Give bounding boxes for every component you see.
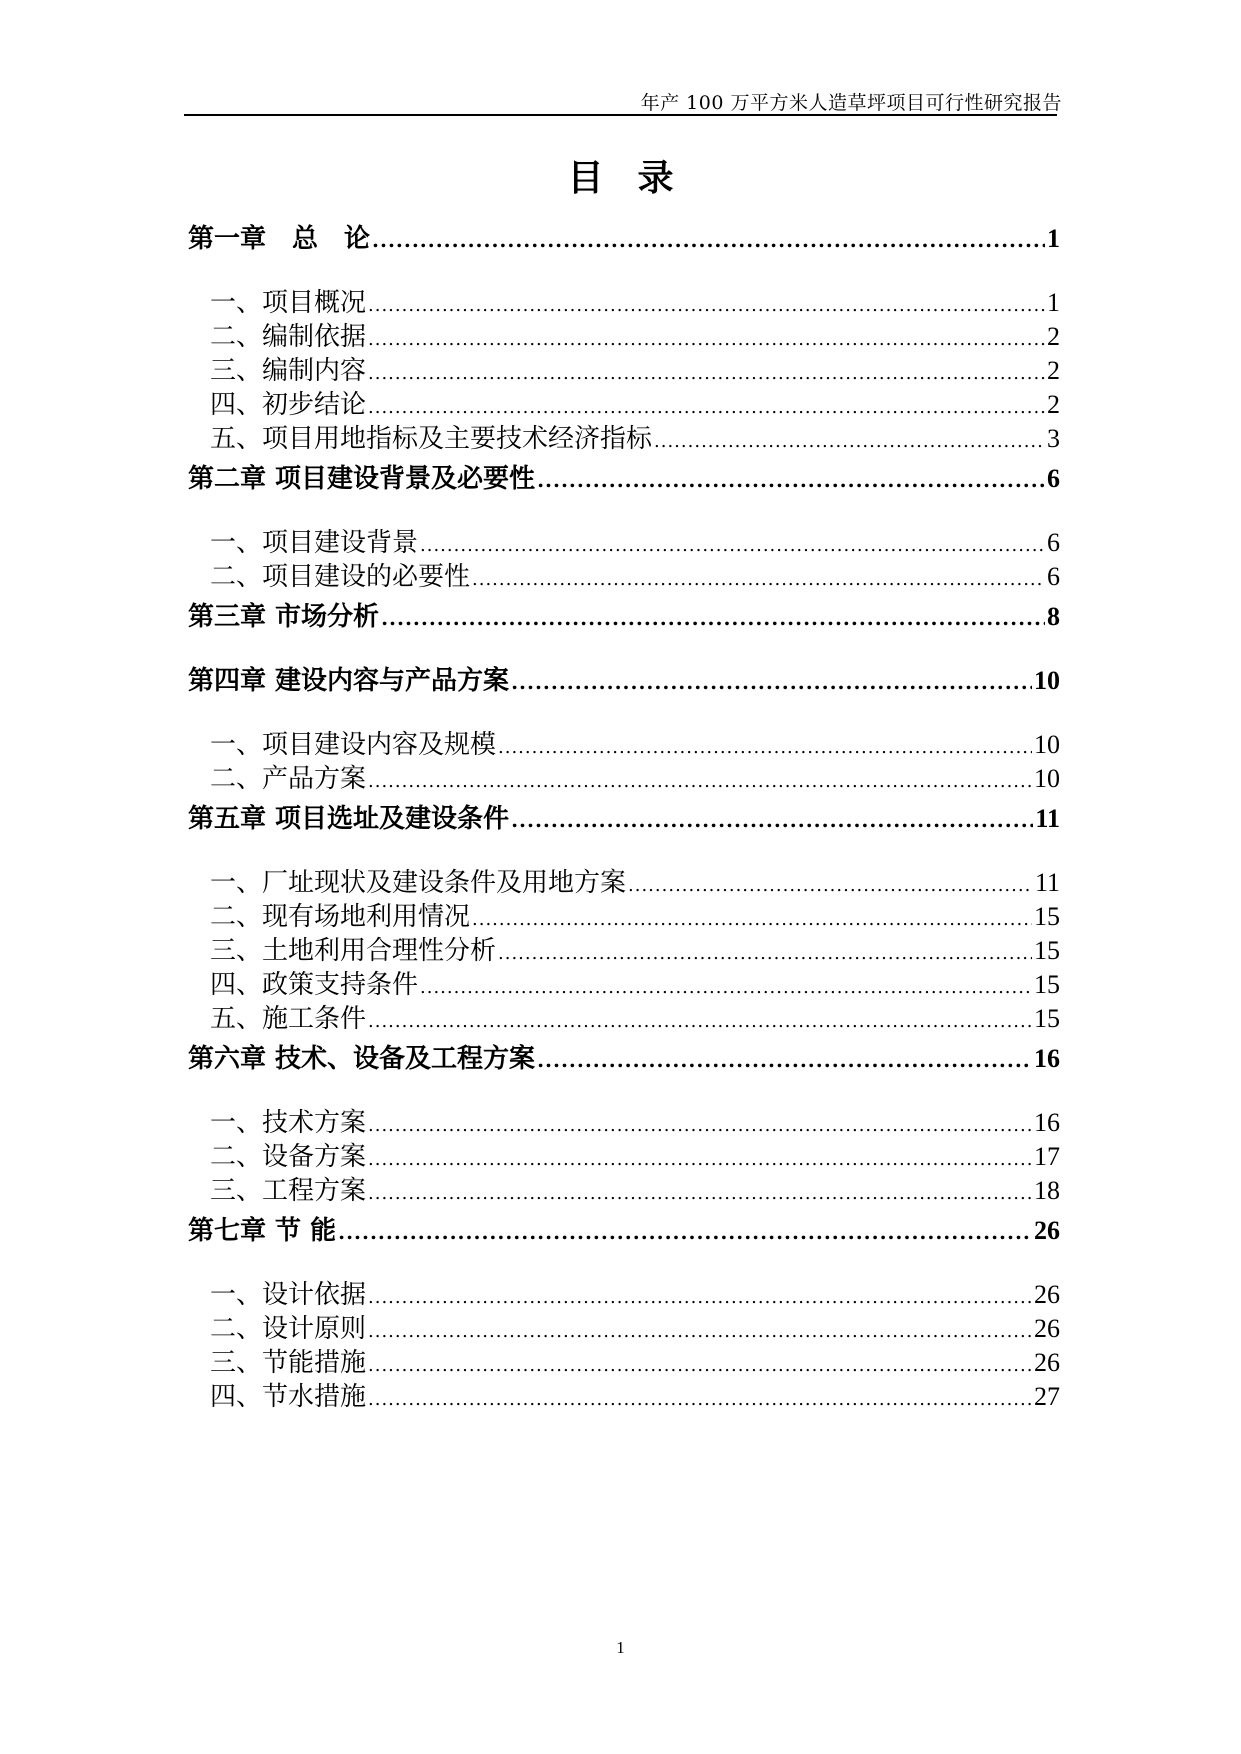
running-header: 年产 100 万平方米人造草坪项目可行性研究报告 bbox=[640, 92, 1062, 114]
toc-section-entry[interactable] bbox=[188, 896, 1060, 933]
toc-entry-page-number: 26 bbox=[1034, 1314, 1060, 1343]
toc-section-entry[interactable] bbox=[188, 758, 1060, 795]
toc-entry-page-number: 2 bbox=[1047, 390, 1060, 419]
toc-leader-dots bbox=[537, 468, 1045, 492]
toc-entry-page-number: 2 bbox=[1047, 356, 1060, 385]
toc-leader-dots bbox=[511, 670, 1032, 694]
toc-entry-page-number: 6 bbox=[1047, 562, 1060, 591]
toc-leader-dots bbox=[498, 737, 1032, 758]
toc-entry-label: 四、节水措施 bbox=[210, 1382, 367, 1412]
toc-chapter-entry[interactable] bbox=[188, 660, 1060, 697]
toc-leader-dots bbox=[498, 943, 1032, 964]
footer-page-number: 1 bbox=[616, 1638, 625, 1657]
toc-entry-page-number: 17 bbox=[1034, 1142, 1060, 1171]
toc-entry-label: 第七章 节 能 bbox=[188, 1216, 337, 1246]
toc-section-entry[interactable] bbox=[188, 418, 1060, 455]
toc-entry-label: 第六章 技术、设备及工程方案 bbox=[188, 1044, 536, 1074]
toc-leader-dots bbox=[472, 909, 1032, 930]
toc-entry-label: 二、项目建设的必要性 bbox=[210, 562, 471, 592]
toc-chapter-entry[interactable] bbox=[188, 1210, 1060, 1247]
toc-section-entry[interactable] bbox=[188, 522, 1060, 559]
toc-entry-page-number: 6 bbox=[1047, 464, 1060, 493]
toc-entry-label: 二、产品方案 bbox=[210, 764, 367, 794]
toc-entry-label: 三、工程方案 bbox=[210, 1176, 367, 1206]
toc-entry-label: 二、设备方案 bbox=[210, 1142, 367, 1172]
toc-entry-page-number: 10 bbox=[1034, 666, 1060, 695]
toc-leader-dots bbox=[368, 1389, 1032, 1410]
toc-leader-dots bbox=[472, 569, 1045, 590]
toc-leader-dots bbox=[368, 1183, 1032, 1204]
toc-section-entry[interactable] bbox=[188, 1308, 1060, 1345]
header-rule bbox=[184, 114, 1057, 116]
toc-section-entry[interactable] bbox=[188, 1136, 1060, 1173]
toc-section-entry[interactable] bbox=[188, 964, 1060, 1001]
toc-entry-page-number: 3 bbox=[1047, 424, 1060, 453]
toc-entry-label: 二、设计原则 bbox=[210, 1314, 367, 1344]
toc-leader-dots bbox=[368, 771, 1032, 792]
toc-entry-page-number: 18 bbox=[1034, 1176, 1060, 1205]
toc-chapter-entry[interactable] bbox=[188, 218, 1060, 255]
toc-leader-dots bbox=[537, 1048, 1032, 1072]
toc-entry-label: 一、项目建设背景 bbox=[210, 528, 419, 558]
toc-leader-dots bbox=[368, 329, 1045, 350]
toc-leader-dots bbox=[368, 1149, 1032, 1170]
toc-entry-label: 四、政策支持条件 bbox=[210, 970, 419, 1000]
toc-chapter-entry[interactable] bbox=[188, 458, 1060, 495]
toc-entry-label: 五、施工条件 bbox=[210, 1004, 367, 1034]
toc-leader-dots bbox=[368, 1011, 1032, 1032]
toc-section-entry[interactable] bbox=[188, 282, 1060, 319]
toc-section-entry[interactable] bbox=[188, 862, 1060, 899]
toc-entry-page-number: 16 bbox=[1034, 1108, 1060, 1137]
toc-entry-page-number: 2 bbox=[1047, 322, 1060, 351]
toc-entry-label: 三、节能措施 bbox=[210, 1348, 367, 1378]
toc-entry-page-number: 15 bbox=[1034, 902, 1060, 931]
toc-entry-page-number: 1 bbox=[1047, 224, 1060, 253]
toc-entry-page-number: 6 bbox=[1047, 528, 1060, 557]
toc-section-entry[interactable] bbox=[188, 1170, 1060, 1207]
page-title: 目录 bbox=[567, 157, 708, 199]
toc-entry-page-number: 26 bbox=[1034, 1216, 1060, 1245]
toc-section-entry[interactable] bbox=[188, 998, 1060, 1035]
toc-entry-page-number: 10 bbox=[1034, 730, 1060, 759]
toc-entry-page-number: 16 bbox=[1034, 1044, 1060, 1073]
toc-entry-page-number: 11 bbox=[1035, 804, 1060, 833]
toc-entry-label: 三、土地利用合理性分析 bbox=[210, 936, 497, 966]
toc-entry-page-number: 1 bbox=[1047, 288, 1060, 317]
toc-section-entry[interactable] bbox=[188, 1274, 1060, 1311]
toc-entry-page-number: 8 bbox=[1047, 602, 1060, 631]
toc-entry-label: 第二章 项目建设背景及必要性 bbox=[188, 464, 536, 494]
toc-entry-label: 第四章 建设内容与产品方案 bbox=[188, 666, 510, 696]
toc-entry-page-number: 26 bbox=[1034, 1348, 1060, 1377]
toc-entry-label: 三、编制内容 bbox=[210, 356, 367, 386]
toc-leader-dots bbox=[368, 1321, 1032, 1342]
toc-entry-label: 一、项目建设内容及规模 bbox=[210, 730, 497, 760]
toc-entry-page-number: 15 bbox=[1034, 970, 1060, 999]
toc-entry-label: 一、技术方案 bbox=[210, 1108, 367, 1138]
toc-leader-dots bbox=[368, 1287, 1032, 1308]
toc-entry-page-number: 10 bbox=[1034, 764, 1060, 793]
toc-leader-dots bbox=[654, 431, 1045, 452]
toc-entry-label: 二、编制依据 bbox=[210, 322, 367, 352]
toc-entry-label: 二、现有场地利用情况 bbox=[210, 902, 471, 932]
toc-section-entry[interactable] bbox=[188, 316, 1060, 353]
toc-leader-dots bbox=[368, 1355, 1032, 1376]
toc-entry-label: 一、项目概况 bbox=[210, 288, 367, 318]
toc-entry-page-number: 15 bbox=[1034, 936, 1060, 965]
toc-leader-dots bbox=[420, 535, 1045, 556]
toc-entry-page-number: 15 bbox=[1034, 1004, 1060, 1033]
toc-leader-dots bbox=[372, 228, 1045, 252]
toc-chapter-entry[interactable] bbox=[188, 596, 1060, 633]
toc-section-entry[interactable] bbox=[188, 1376, 1060, 1413]
toc-section-entry[interactable] bbox=[188, 1102, 1060, 1139]
toc-leader-dots bbox=[338, 1220, 1032, 1244]
toc-entry-label: 一、厂址现状及建设条件及用地方案 bbox=[210, 868, 627, 898]
toc-entry-page-number: 27 bbox=[1034, 1382, 1060, 1411]
toc-entry-label: 第三章 市场分析 bbox=[188, 602, 380, 632]
toc-entry-label: 第一章 总 论 bbox=[188, 224, 371, 254]
toc-section-entry[interactable] bbox=[188, 556, 1060, 593]
toc-entry-label: 第五章 项目选址及建设条件 bbox=[188, 804, 510, 834]
toc-section-entry[interactable] bbox=[188, 350, 1060, 387]
toc-entry-label: 四、初步结论 bbox=[210, 390, 367, 420]
toc-entry-page-number: 11 bbox=[1034, 868, 1060, 897]
toc-leader-dots bbox=[368, 397, 1045, 418]
toc-section-entry[interactable] bbox=[188, 384, 1060, 421]
toc-section-entry[interactable] bbox=[188, 1342, 1060, 1379]
toc-entry-label: 一、设计依据 bbox=[210, 1280, 367, 1310]
toc-leader-dots bbox=[368, 363, 1045, 384]
toc-chapter-entry[interactable] bbox=[188, 798, 1060, 835]
toc-chapter-entry[interactable] bbox=[188, 1038, 1060, 1075]
toc-leader-dots bbox=[511, 808, 1033, 832]
toc-leader-dots bbox=[368, 295, 1045, 316]
toc-leader-dots bbox=[368, 1115, 1032, 1136]
toc-leader-dots bbox=[381, 606, 1045, 630]
toc-section-entry[interactable] bbox=[188, 930, 1060, 967]
toc-entry-page-number: 26 bbox=[1034, 1280, 1060, 1309]
toc-entry-label: 五、项目用地指标及主要技术经济指标 bbox=[210, 424, 653, 454]
toc-leader-dots bbox=[628, 875, 1033, 896]
toc-section-entry[interactable] bbox=[188, 724, 1060, 761]
toc-leader-dots bbox=[420, 977, 1032, 998]
